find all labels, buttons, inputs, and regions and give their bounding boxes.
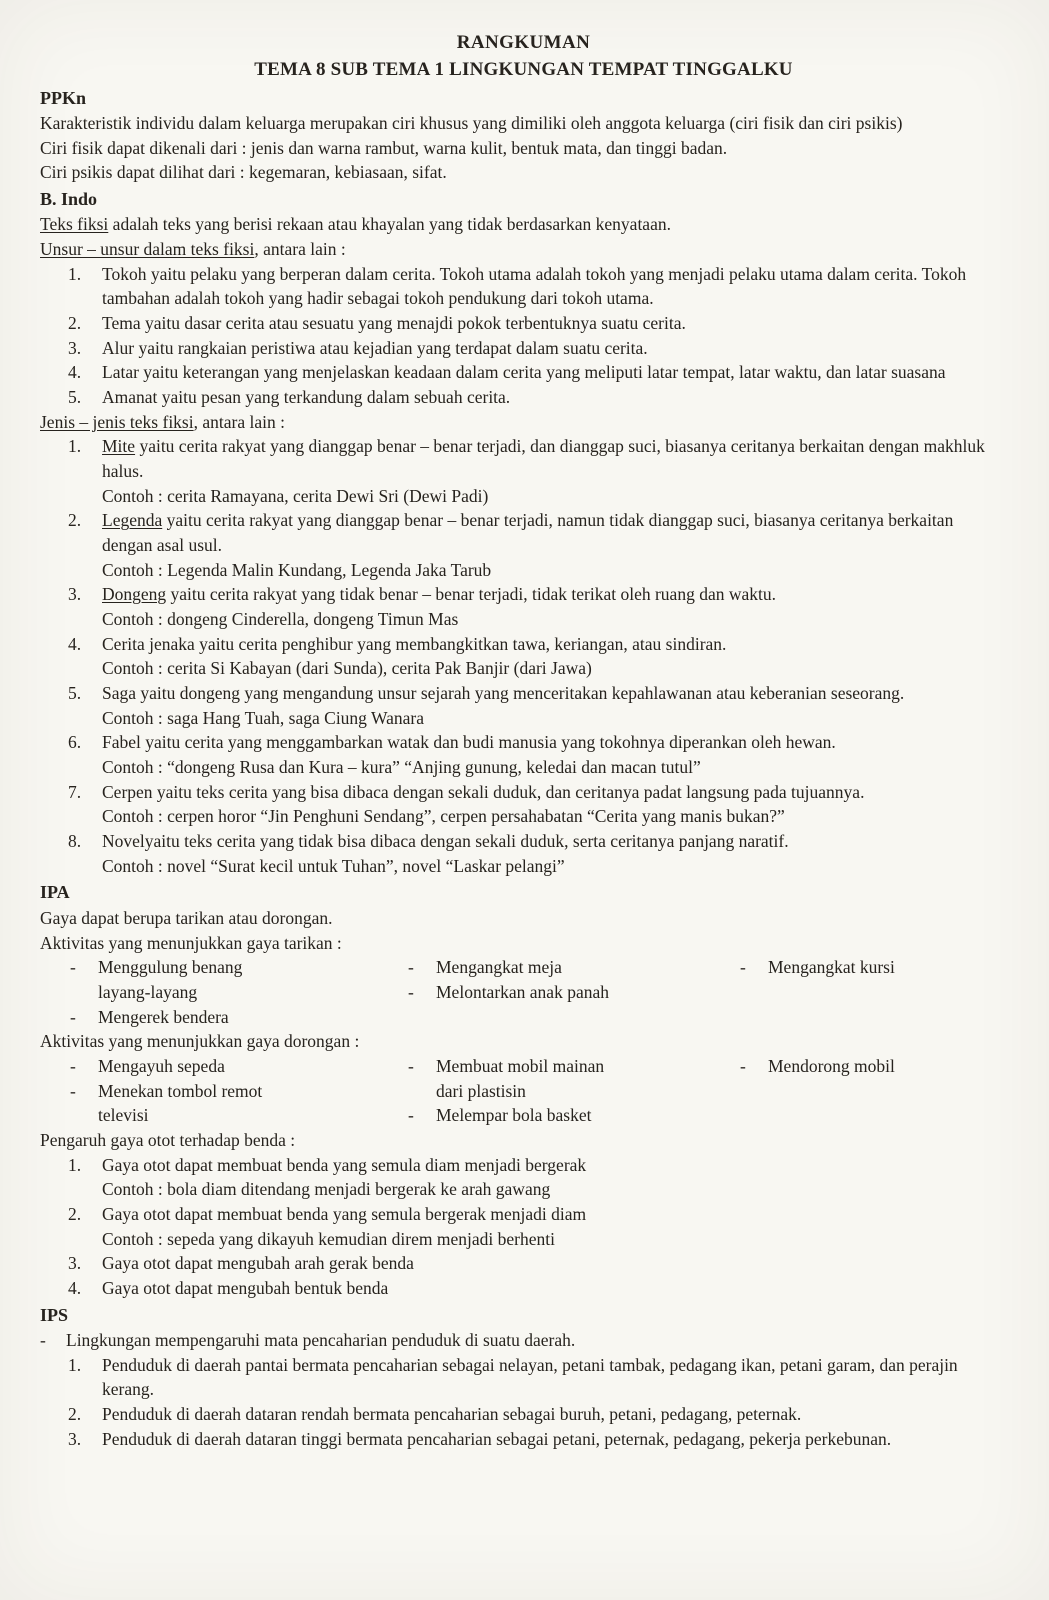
line: Melontarkan anak panah: [436, 981, 609, 1002]
section-ipa: [40, 880, 1007, 1300]
contoh-line: Contoh : cerpen horor “Jin Penghuni Sendang”, cerpen persahabatan “Cerita yang manis bukan?”: [102, 806, 785, 827]
dash-bullet: -: [408, 1055, 414, 1076]
list-item-text: Gaya otot dapat membuat benda yang semula diam menjadi bergerak: [102, 1154, 587, 1175]
line: Melempar bola basket: [436, 1105, 592, 1126]
column: [740, 955, 1007, 1029]
list-item-text: Novelyaitu teks cerita yang tidak bisa dibaca dengan sekali duduk, serta ceritanya panjang naratif.: [102, 831, 789, 852]
contoh-line: Contoh : “dongeng Rusa dan Kura – kura” “Anjing gunung, keledai dan macan tutul”: [102, 757, 701, 778]
dash-bullet: -: [70, 1080, 76, 1101]
section-bindo: [40, 187, 1007, 879]
line: Mengayuh sepeda: [98, 1055, 225, 1076]
section-heading-bindo: B. Indo: [40, 188, 98, 209]
dash-item: [70, 955, 408, 1004]
paragraph: Karakteristik individu dalam keluarga merupakan ciri khusus yang dimiliki oleh anggota keluarga (ciri fisik dan ciri psikis): [40, 112, 903, 133]
list-item-text: [102, 508, 1007, 557]
list-item-text: Tokoh yaitu pelaku yang berperan dalam cerita. Tokoh utama adalah tokoh yang menjadi pelaku utama dalam cerita. Tokoh tambahan adalah tokoh yang hadir sebagai tokoh pendukung dari tokoh utama.: [102, 263, 967, 309]
list-number: 3.: [68, 1253, 82, 1274]
dash-item: [70, 1079, 408, 1128]
term: Mite: [102, 436, 136, 457]
list-item-text: Gaya otot dapat membuat benda yang semula bergerak menjadi diam: [102, 1203, 587, 1224]
list-item: [68, 1251, 1007, 1276]
dash-item-text: [98, 1054, 408, 1079]
list-number: 3.: [68, 337, 82, 358]
column: [408, 1054, 740, 1128]
doc-subtitle: TEMA 8 SUB TEMA 1 LINGKUNGAN TEMPAT TINGGALKU: [254, 58, 793, 80]
line: Mendorong mobil: [768, 1055, 895, 1076]
list-item: [68, 1202, 1007, 1251]
list-item: [68, 434, 1007, 508]
list-item-text: Cerpen yaitu teks cerita yang bisa dibaca dengan sekali duduk, dan ceritanya padat langsung pada tujuannya.: [102, 781, 865, 802]
list-item-text: [102, 582, 1007, 607]
contoh-line: Contoh : sepeda yang dikayuh kemudian direm menjadi berhenti: [102, 1228, 555, 1249]
list-item-body: [102, 508, 1007, 582]
pengaruh-label: Pengaruh gaya otot terhadap benda :: [40, 1129, 296, 1150]
dash-bullet: -: [70, 1055, 76, 1076]
list-item: [68, 1402, 1007, 1427]
line: Menekan tombol remot: [98, 1080, 263, 1101]
paragraph: [40, 212, 1007, 237]
dash-item-text: [768, 955, 1007, 980]
list-number: 1.: [68, 1154, 82, 1175]
list-number: 1.: [68, 263, 82, 284]
dash-bullet: -: [408, 981, 414, 1002]
list-number: 4.: [68, 633, 82, 654]
dash-item-text: [436, 955, 740, 980]
list-number: 5.: [68, 387, 82, 408]
contoh-line: Contoh : dongeng Cinderella, dongeng Timun Mas: [102, 609, 459, 630]
section-heading-ips: IPS: [40, 1304, 69, 1325]
section-ppkn: [40, 86, 1007, 185]
contoh-line: Contoh : novel “Surat kecil untuk Tuhan”, novel “Laskar pelangi”: [102, 855, 565, 876]
dash-item-text: [436, 1103, 740, 1128]
dash-item-text: [768, 1054, 1007, 1079]
list-item-text: Gaya otot dapat mengubah bentuk benda: [102, 1277, 389, 1298]
paragraph: Ciri psikis dapat dilihat dari : kegemaran, kebiasaan, sifat.: [40, 162, 447, 183]
contoh-line: Contoh : cerita Si Kabayan (dari Sunda), cerita Pak Banjir (dari Jawa): [102, 658, 592, 679]
list-number: 2.: [68, 510, 82, 531]
dash-item: [408, 1054, 740, 1103]
term: Jenis – jenis teks fiksi: [40, 411, 194, 432]
section-ips: [40, 1303, 1007, 1452]
tarikan-columns: [40, 955, 1007, 1029]
list-item-text: Penduduk di daerah dataran rendah bermata pencaharian sebagai buruh, petani, pedagang, peternak.: [102, 1403, 802, 1424]
term-definition: adalah teks yang berisi rekaan atau khayalan yang tidak berdasarkan kenyataan.: [108, 214, 671, 235]
dash-item: [740, 1054, 1007, 1079]
term: Legenda: [102, 510, 163, 531]
contoh-line: Contoh : bola diam ditendang menjadi bergerak ke arah gawang: [102, 1179, 551, 1200]
dash-bullet: -: [70, 1006, 76, 1027]
list-item-text: [102, 434, 1007, 483]
list-item-text: Alur yaitu rangkaian peristiwa atau kejadian yang terdapat dalam suatu cerita.: [102, 337, 648, 358]
ips-intro: [40, 1328, 1007, 1353]
column: [740, 1054, 1007, 1128]
list-item: [68, 262, 1007, 311]
list-number: 2.: [68, 313, 82, 334]
line: layang-layang: [98, 981, 198, 1002]
list-item-body: [102, 1153, 1007, 1202]
list-item-text: Latar yaitu keterangan yang menjelaskan keadaan dalam cerita yang meliputi latar tempat, latar waktu, dan latar suasana: [102, 362, 946, 383]
column: [70, 955, 408, 1029]
dash-bullet: -: [740, 1055, 746, 1076]
contoh-line: Contoh : saga Hang Tuah, saga Ciung Wanara: [102, 707, 424, 728]
list-item: [68, 1427, 1007, 1452]
dash-item-text: [436, 1054, 740, 1103]
list-item: [68, 311, 1007, 336]
list-item-text: Gaya otot dapat mengubah arah gerak benda: [102, 1253, 414, 1274]
line: Menggulung benang: [98, 957, 243, 978]
line: dari plastisin: [436, 1080, 526, 1101]
dash-item-text: [98, 1005, 408, 1030]
column: [408, 955, 740, 1029]
list-item-body: [102, 434, 1007, 508]
list-item: [68, 1276, 1007, 1301]
line: Membuat mobil mainan: [436, 1055, 605, 1076]
list-item: [68, 681, 1007, 730]
contoh-line: Contoh : Legenda Malin Kundang, Legenda Jaka Tarub: [102, 559, 492, 580]
dorongan-columns: [40, 1054, 1007, 1128]
paragraph: Gaya dapat berupa tarikan atau dorongan.: [40, 907, 333, 928]
dash-bullet: -: [408, 957, 414, 978]
list-item: [68, 632, 1007, 681]
list-item-body: [102, 681, 1007, 730]
dash-item: [70, 1005, 408, 1030]
dash-bullet: -: [740, 957, 746, 978]
list-item-body: [102, 829, 1007, 878]
paragraph: Lingkungan mempengaruhi mata pencaharian penduduk di suatu daerah.: [66, 1329, 576, 1350]
list-item: [68, 385, 1007, 410]
paragraph: Ciri fisik dapat dikenali dari : jenis dan warna rambut, warna kulit, bentuk mata, dan tinggi badan.: [40, 137, 728, 158]
list-number: 3.: [68, 584, 82, 605]
dash-item: [740, 955, 1007, 980]
section-heading-ppkn: PPKn: [40, 87, 87, 108]
line: televisi: [98, 1105, 149, 1126]
list-item-text: Amanat yaitu pesan yang terkandung dalam sebuah cerita.: [102, 387, 511, 408]
list-item-text: Penduduk di daerah dataran tinggi bermata pencaharian sebagai petani, peternak, pedagang, pekerja perkebunan.: [102, 1428, 892, 1449]
line: Mengangkat meja: [436, 957, 562, 978]
list-number: 7.: [68, 781, 82, 802]
list-item-text: Cerita jenaka yaitu cerita penghibur yang membangkitkan tawa, keriangan, atau sindiran.: [102, 633, 727, 654]
list-item: [68, 360, 1007, 385]
tarikan-label: Aktivitas yang menunjukkan gaya tarikan :: [40, 932, 342, 953]
list-item-body: [102, 632, 1007, 681]
list-number: 8.: [68, 831, 82, 852]
contoh-line: Contoh : cerita Ramayana, cerita Dewi Sri (Dewi Padi): [102, 485, 489, 506]
dash-bullet: -: [40, 1329, 46, 1350]
list-number: 2.: [68, 1403, 82, 1424]
term: Dongeng: [102, 584, 167, 605]
list-item: [68, 780, 1007, 829]
list-item: [68, 829, 1007, 878]
dash-item-text: [436, 980, 740, 1005]
list-item: [68, 730, 1007, 779]
section-heading-ipa: IPA: [40, 882, 70, 903]
list-number: 1.: [68, 436, 82, 457]
dash-item: [408, 1103, 740, 1128]
list-item-text: Saga yaitu dongeng yang mengandung unsur sejarah yang menceritakan kepahlawanan atau keberanian seseorang.: [102, 683, 905, 704]
list-item-body: [102, 730, 1007, 779]
list-item: [68, 582, 1007, 631]
dash-item: [408, 955, 740, 980]
line: Mengerek bendera: [98, 1006, 229, 1027]
term-definition: yaitu cerita rakyat yang tidak benar – benar terjadi, tidak terikat oleh ruang dan waktu.: [166, 584, 776, 605]
dash-item-text: [98, 1079, 408, 1128]
list-number: 6.: [68, 732, 82, 753]
list-number: 2.: [68, 1203, 82, 1224]
term: Unsur – unsur dalam teks fiksi: [40, 239, 255, 259]
list-item: [68, 508, 1007, 582]
dash-bullet: -: [70, 957, 76, 978]
dash-item: [70, 1054, 408, 1079]
list-number: 3.: [68, 1428, 82, 1449]
term-definition: yaitu cerita rakyat yang dianggap benar – benar terjadi, dan dianggap suci, biasanya ceritanya berkaitan dengan makhluk halus.: [102, 436, 985, 482]
list-item-text: Fabel yaitu cerita yang menggambarkan watak dan budi manusia yang tokohnya diperankan oleh hewan.: [102, 732, 836, 753]
list-item-body: [102, 582, 1007, 631]
list-item: [68, 1353, 1007, 1402]
list-number: 4.: [68, 1277, 82, 1298]
list-item-text: Tema yaitu dasar cerita atau sesuatu yang menajdi pokok terbentuknya suatu cerita.: [102, 313, 686, 334]
list-item-body: [102, 780, 1007, 829]
dash-item: [408, 980, 740, 1005]
line: Mengangkat kursi: [768, 957, 895, 978]
dash-item-text: [98, 955, 408, 1004]
list-item: [68, 1153, 1007, 1202]
list-item-text: Penduduk di daerah pantai bermata pencaharian sebagai nelayan, petani tambak, pedagang ikan, petani garam, dan perajin kerang.: [102, 1354, 958, 1400]
term-definition: yaitu cerita rakyat yang dianggap benar – benar terjadi, namun tidak dianggap suci, biasanya ceritanya berkaitan dengan asal usul.: [102, 510, 954, 556]
list-label-jenis: [40, 410, 1007, 435]
list-item-body: [102, 1202, 1007, 1251]
dash-bullet: -: [408, 1105, 414, 1126]
list-label-unsur: [40, 237, 1007, 262]
list-number: 1.: [68, 1354, 82, 1375]
term-definition: , antara lain :: [193, 411, 285, 432]
list-item: [68, 336, 1007, 361]
column: [70, 1054, 408, 1128]
list-number: 4.: [68, 362, 82, 383]
list-number: 5.: [68, 683, 82, 704]
dorongan-label: Aktivitas yang menunjukkan gaya dorongan :: [40, 1031, 360, 1052]
term: Teks fiksi: [40, 214, 109, 235]
term-definition: , antara lain :: [254, 239, 346, 259]
doc-title: RANGKUMAN: [456, 32, 591, 53]
